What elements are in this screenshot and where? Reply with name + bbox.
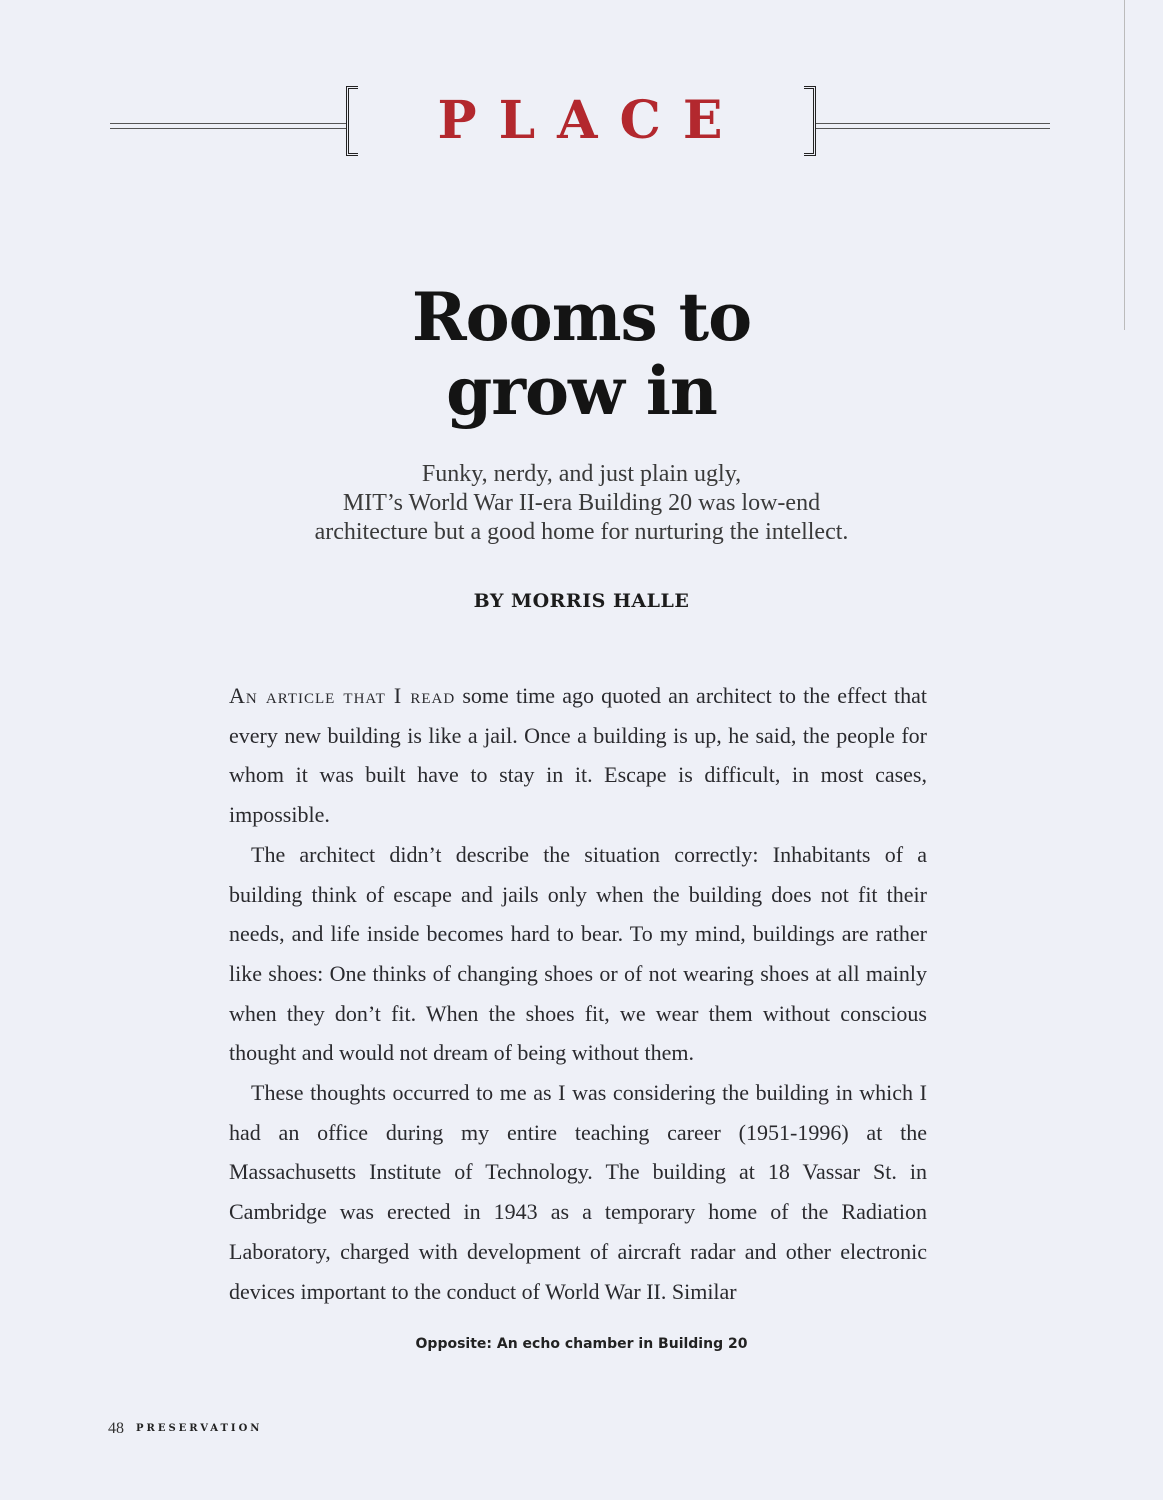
lead-in: An article that I read [229, 683, 456, 708]
section-label: PLACE [437, 90, 745, 151]
dek-line-2: MIT’s World War II-era Building 20 was low-end [342, 490, 821, 516]
dek-line-1: Funky, nerdy, and just plain ugly, [421, 461, 742, 487]
header-rule-left [110, 123, 346, 129]
magazine-name: PRESERVATION [136, 1423, 263, 1434]
page-number: 48 [108, 1420, 124, 1437]
body-paragraph-2: The architect didn’t describe the situation correctly: Inhabitants of a building think of escape and jails only when the building does not fit their needs, and life inside becomes hard to bear. To my mind, buildings are rather like shoes: One thinks of changing shoes or of not wearing shoes at all mainly when they don’t fit. When the shoes fit, we wear them without conscious thought and would not dream of being without them. [229, 841, 927, 1066]
dek-line-3: architecture but a good home for nurturing the intellect. [314, 519, 849, 545]
body-paragraph-1 [229, 676, 927, 835]
section-header [110, 84, 1050, 164]
paragraph-1-text: some time ago quoted an architect to the effect that every new building is like a jail. Once a building is up, he said, the people for whom it was built have to stay in it. Escape is difficult, in most cases, impossible. [229, 683, 927, 828]
header-bracket-right [804, 86, 816, 156]
header-bracket-left [346, 86, 358, 156]
article-title [0, 280, 1163, 428]
page-footer [108, 1420, 262, 1442]
scan-edge-line [1124, 0, 1125, 330]
article-dek [0, 460, 1163, 547]
title-line-2: grow in [446, 352, 717, 430]
byline: BY MORRIS HALLE [473, 590, 690, 612]
header-rule-right [816, 123, 1050, 129]
article-body [229, 676, 927, 1311]
title-line-1: Rooms to [411, 278, 752, 356]
body-paragraph-3: These thoughts occurred to me as I was considering the building in which I had an office during my entire teaching career (1951-1996) at the Massachusetts Institute of Technology. The building at 18 Vassar St. in Cambridge was erected in 1943 as a temporary home of the Radiation Laboratory, charged with development of aircraft radar and other electronic devices important to the conduct of World War II. Similar [229, 1080, 927, 1304]
photo-caption: Opposite: An echo chamber in Building 20 [415, 1336, 748, 1352]
